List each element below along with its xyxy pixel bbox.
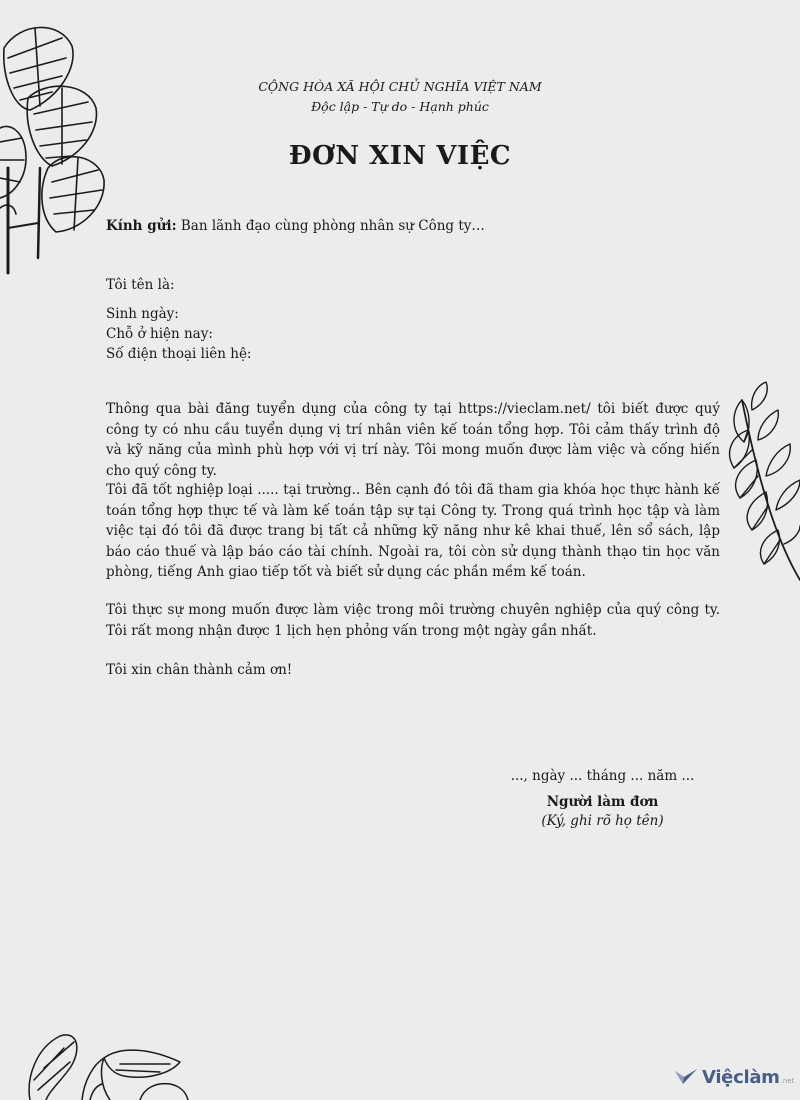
lily-flower-icon [20, 1028, 190, 1100]
field-phone: Số điện thoại liên hệ: [106, 346, 252, 362]
vieclam-logo [674, 1064, 794, 1090]
signature-note: (Ký, ghi rõ họ tên) [541, 813, 664, 829]
paragraph-request: Tôi thực sự mong muốn được làm việc trong môi trường chuyên nghiệp của quý công ty. Tôi rất mong nhận được 1 lịch hẹn phỏng vấn trong một ngày gần nhất. [106, 602, 720, 639]
field-birthdate: Sinh ngày: [106, 306, 179, 322]
logo-text: Việclàm [702, 1066, 780, 1088]
paragraph-intro: Thông qua bài đăng tuyển dụng của công ty tại https://vieclam.net/ tôi biết được quý công ty có nhu cầu tuyển dụng vị trí nhân viên kế toán tổng hợp. Tôi cảm thấy trình độ và kỹ năng của mình phù hợp với vị trí này. Tôi mong muốn được làm việc và cống hiến cho quý công ty. [106, 401, 720, 479]
field-address: Chỗ ở hiện nay: [106, 326, 213, 342]
logo-suffix: .net [780, 1077, 795, 1085]
recipient-line [106, 216, 720, 237]
fern-leaf-icon [722, 380, 800, 590]
motto-header: Độc lập - Tự do - Hạnh phúc [311, 99, 489, 114]
recipient-label: Kính gửi: [106, 218, 177, 234]
check-mark-icon [674, 1068, 698, 1086]
nation-header: CỘNG HÒA XÃ HỘI CHỦ NGHĨA VIỆT NAM [258, 79, 542, 94]
document-title: ĐƠN XIN VIỆC [288, 141, 512, 171]
personal-info-fields [106, 275, 720, 364]
field-name: Tôi tên là: [106, 277, 175, 293]
paragraph-thanks: Tôi xin chân thành cảm ơn! [106, 662, 293, 678]
paragraph-qualifications: Tôi đã tốt nghiệp loại ..... tại trường.. Bên cạnh đó tôi đã tham gia khóa học thực hành kế toán tổng hợp thực tế và làm kế toán tập sự tại Công ty. Trong quá trình học tập và làm việc tại đó tôi đã được trang bị tất cả những kỹ năng như kê khai thuế, lên sổ sách, lập báo cáo thuế và lập báo cáo tài chính. Ngoài ra, tôi còn sử dụng thành thạo tin học văn phòng, tiếng Anh giao tiếp tốt và biết sử dụng các phần mềm kế toán. [106, 482, 720, 580]
signature-title: Người làm đơn [546, 794, 659, 810]
recipient-value: Ban lãnh đạo cùng phòng nhân sự Công ty… [180, 218, 485, 234]
signature-date: ..., ngày ... tháng ... năm ... [510, 768, 695, 784]
